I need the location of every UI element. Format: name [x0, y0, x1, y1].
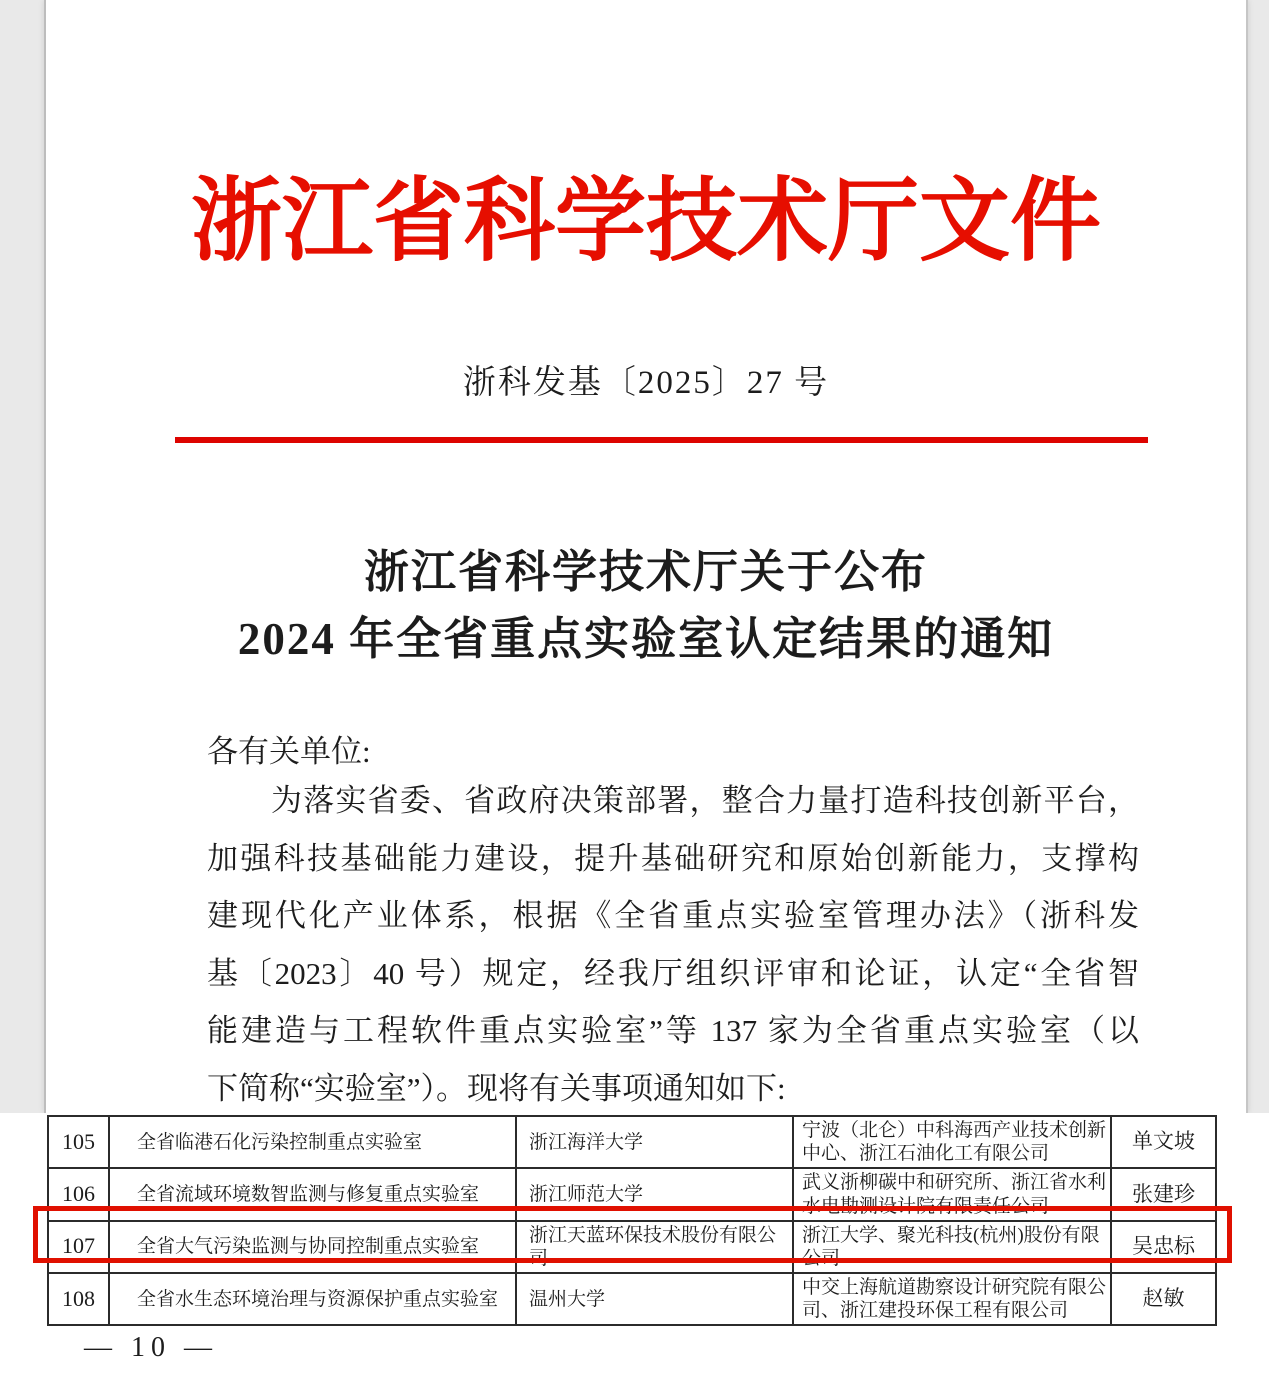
row-number-cell: 107 [48, 1221, 109, 1273]
institution-cell: 温州大学 [516, 1273, 793, 1325]
body-line: 下简称“实验室”）。现将有关事项通知如下: [207, 1070, 786, 1106]
table-row [48, 1168, 1216, 1220]
document-number: 浙科发基〔2025〕27 号 [462, 365, 830, 401]
body-line: 建现代化产业体系，根据《全省重点实验室管理办法》（浙科发 [207, 898, 1139, 933]
lab-name-cell: 全省水生态环境治理与资源保护重点实验室 [109, 1273, 516, 1325]
partners-cell: 浙江大学、聚光科技(杭州)股份有限公司 [793, 1221, 1111, 1273]
body-paragraph [207, 772, 1139, 1117]
institution-cell: 浙江海洋大学 [516, 1116, 793, 1168]
institution-cell: 浙江师范大学 [516, 1168, 793, 1220]
row-number-cell: 106 [48, 1168, 109, 1220]
institution-cell: 浙江天蓝环保技术股份有限公司 [516, 1221, 793, 1273]
lab-name-cell: 全省流域环境数智监测与修复重点实验室 [109, 1168, 516, 1220]
director-cell: 单文坡 [1111, 1116, 1216, 1168]
partners-cell: 宁波（北仑）中科海西产业技术创新中心、浙江石油化工有限公司 [793, 1116, 1111, 1168]
lab-name-cell: 全省临港石化污染控制重点实验室 [109, 1116, 516, 1168]
row-number-cell: 108 [48, 1273, 109, 1325]
red-divider-rule [175, 437, 1148, 443]
director-cell: 吴忠标 [1111, 1221, 1216, 1273]
salutation: 各有关单位: [207, 734, 371, 769]
table-sheet [0, 1113, 1269, 1386]
table-row-highlighted [48, 1221, 1216, 1273]
notice-title-line2: 2024 年全省重点实验室认定结果的通知 [237, 614, 1055, 664]
director-cell: 张建珍 [1111, 1168, 1216, 1220]
body-line: 加强科技基础能力建设，提升基础研究和原始创新能力，支撑构 [207, 840, 1139, 876]
lab-name-cell: 全省大气污染监测与协同控制重点实验室 [109, 1221, 516, 1273]
director-cell: 赵敏 [1111, 1273, 1216, 1325]
body-line: 能建造与工程软件重点实验室”等 137 家为全省重点实验室（以 [207, 1013, 1139, 1048]
document-page [44, 0, 1248, 1113]
row-number-cell: 105 [48, 1116, 109, 1168]
table-row [48, 1116, 1216, 1168]
document-header-title: 浙江省科学技术厅文件 [190, 171, 1101, 272]
notice-title-line1: 浙江省科学技术厅关于公布 [363, 547, 928, 597]
partners-cell: 武义浙柳碳中和研究所、浙江省水利水电勘测设计院有限责任公司 [793, 1168, 1111, 1220]
page-number: — 10 — [84, 1332, 218, 1363]
partners-cell: 中交上海航道勘察设计研究院有限公司、浙江建投环保工程有限公司 [793, 1273, 1111, 1325]
body-line: 基〔2023〕40 号）规定，经我厅组织评审和论证，认定“全省智 [207, 955, 1139, 991]
key-laboratory-table [47, 1115, 1217, 1326]
body-line: 为落实省委、省政府决策部署，整合力量打造科技创新平台， [271, 783, 1139, 818]
table-row [48, 1273, 1216, 1325]
